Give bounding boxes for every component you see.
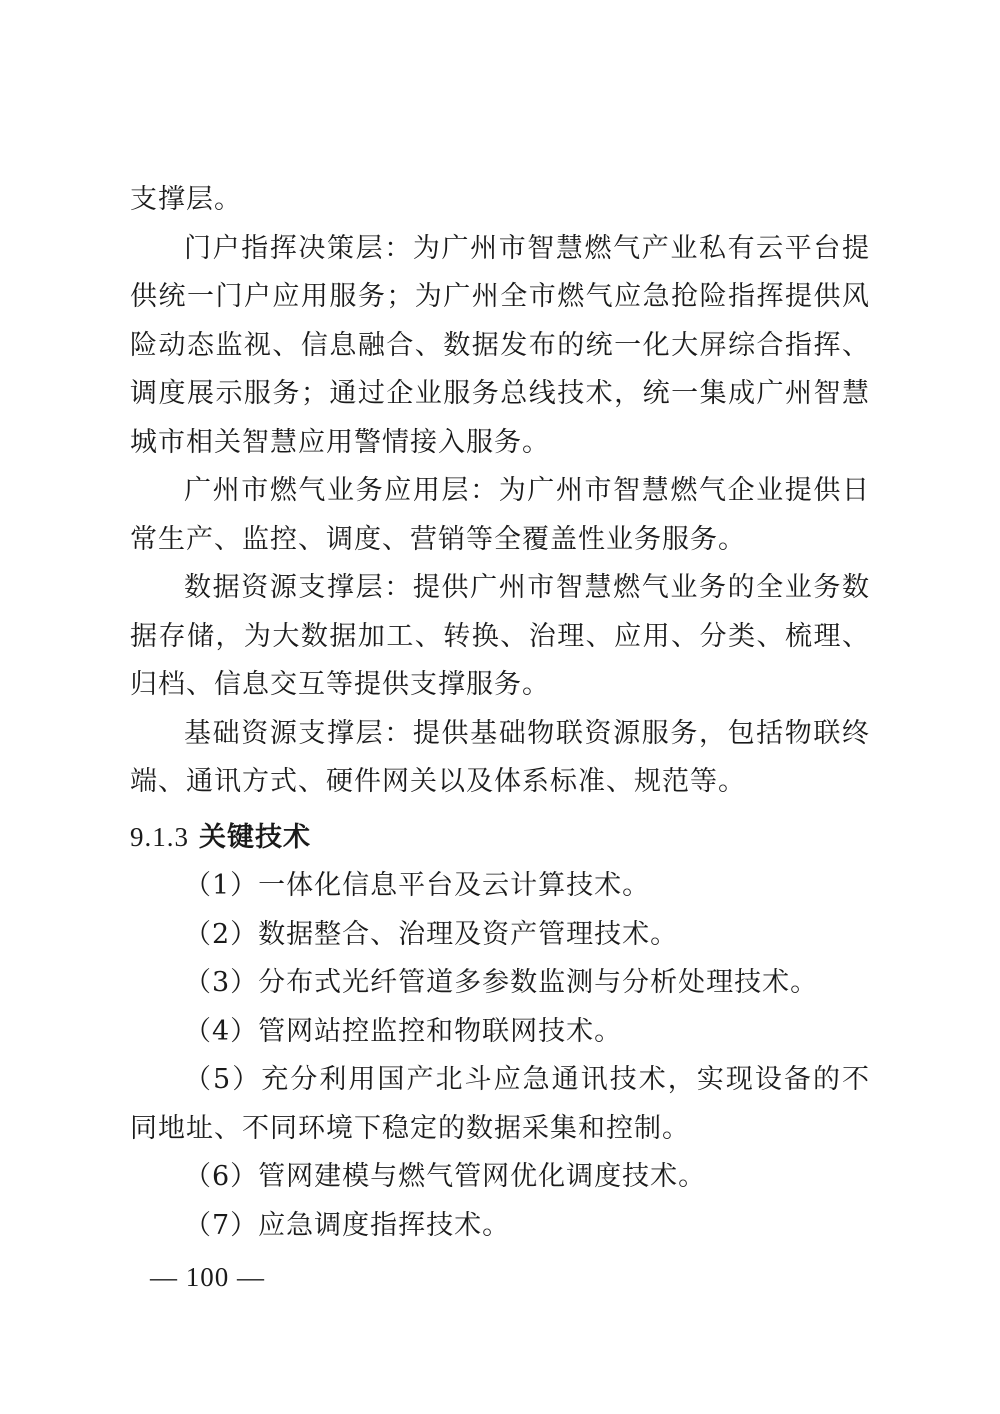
list-item: （1）一体化信息平台及云计算技术。 (184, 870, 651, 901)
page-number: — 100 — (150, 1262, 265, 1292)
paragraph-data-layer: 数据资源支撑层：提供广州市智慧燃气业务的全业务数据存储，为大数据加工、转换、治理、应用、分类、梳理、归档、信息交互等提供支撑服务。 (130, 572, 870, 700)
section-number: 9.1.3 (130, 821, 189, 852)
paragraph-business-layer: 广州市燃气业务应用层：为广州市智慧燃气企业提供日常生产、监控、调度、营销等全覆盖性业务服务。 (130, 475, 870, 555)
list-item: （4）管网站控监控和物联网技术。 (184, 1015, 623, 1047)
section-heading (130, 813, 870, 863)
list-item: （5）充分利用国产北斗应急通讯技术，实现设备的不同地址、不同环境下稳定的数据采集和控制。 (130, 1064, 870, 1144)
list-item: （6）管网建模与燃气管网优化调度技术。 (184, 1161, 707, 1192)
list-item: （2）数据整合、治理及资产管理技术。 (184, 918, 679, 950)
paragraph-infrastructure-layer: 基础资源支撑层：提供基础物联资源服务，包括物联终端、通讯方式、硬件网关以及体系标准、规范等。 (130, 717, 870, 797)
paragraph-continuation: 支撑层。 (130, 184, 242, 215)
list-item: （7）应急调度指挥技术。 (184, 1209, 511, 1241)
section-title: 关键技术 (199, 821, 311, 853)
body-text (130, 176, 870, 1250)
paragraph-portal-layer: 门户指挥决策层：为广州市智慧燃气产业私有云平台提供统一门户应用服务；为广州全市燃气应急抢险指挥提供风险动态监视、信息融合、数据发布的统一化大屏综合指挥、调度展示服务；通过企业服务总线技术，统一集成广州智慧城市相关智慧应用警情接入服务。 (130, 232, 870, 458)
list-item: （3）分布式光纤管道多参数监测与分析处理技术。 (184, 967, 819, 998)
